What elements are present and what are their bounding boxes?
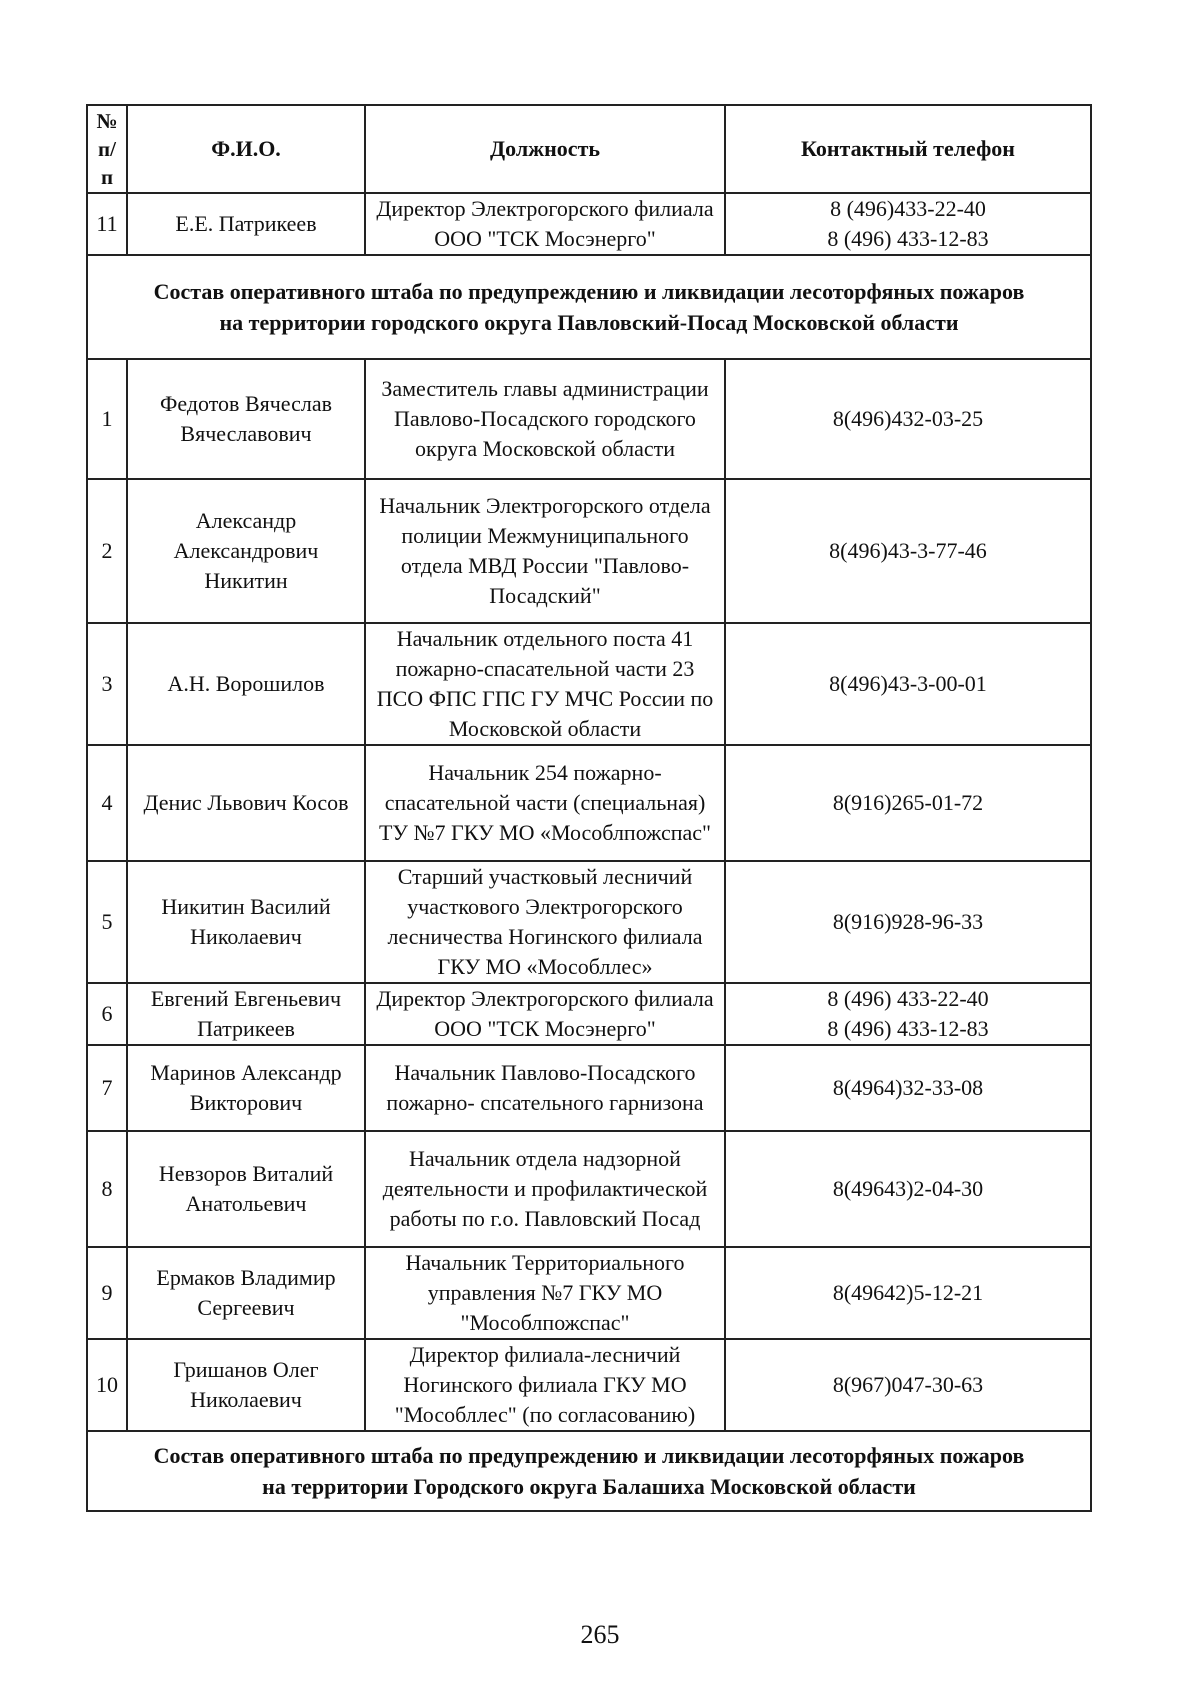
row-position-line: Начальник Павлово-Посадского bbox=[394, 1060, 696, 1085]
row-phone-line: 8 (496) 433-12-83 bbox=[827, 1016, 989, 1041]
header-number bbox=[87, 105, 127, 193]
row-position-line: Начальник отдела надзорной bbox=[409, 1146, 681, 1171]
table-row bbox=[87, 983, 1091, 1045]
row-position bbox=[365, 983, 725, 1045]
row-phone-line: 8(496)432-03-25 bbox=[832, 406, 984, 431]
row-position-line: полиции Межмуниципального bbox=[401, 523, 689, 548]
row-position-line: участкового Электрогорского bbox=[407, 894, 683, 919]
row-position-line: Посадский" bbox=[489, 583, 601, 608]
row-number: 9 bbox=[87, 1247, 127, 1339]
row-fio bbox=[127, 983, 365, 1045]
position-line: Директор Электрогорского филиала bbox=[376, 196, 714, 221]
row-position bbox=[365, 193, 725, 255]
row-position-line: управления №7 ГКУ МО bbox=[427, 1280, 663, 1305]
table-row bbox=[87, 193, 1091, 255]
row-number: 6 bbox=[87, 983, 127, 1045]
row-position-line: Старший участковый лесничий bbox=[397, 864, 693, 889]
row-position-line: Московской области bbox=[448, 716, 642, 741]
row-position bbox=[365, 745, 725, 861]
row-fio-line: Федотов Вячеслав bbox=[159, 391, 333, 416]
row-fio-line: Патрикеев bbox=[197, 1016, 295, 1041]
row-fio-line: Гришанов Олег bbox=[173, 1357, 319, 1382]
row-phone-line: 8(49642)5-12-21 bbox=[832, 1280, 984, 1305]
row-phone bbox=[725, 623, 1091, 745]
row-position bbox=[365, 861, 725, 983]
section-heading bbox=[87, 255, 1091, 359]
table-row bbox=[87, 359, 1091, 479]
header-phone: Контактный телефон bbox=[725, 105, 1091, 193]
row-phone bbox=[725, 193, 1091, 255]
row-position-line: "Мособлпожспас" bbox=[460, 1310, 630, 1335]
row-position-line: работы по г.о. Павловский Посад bbox=[389, 1206, 701, 1231]
row-number: 5 bbox=[87, 861, 127, 983]
row-position-line: Директор филиала-лесничий bbox=[409, 1342, 681, 1367]
row-phone bbox=[725, 983, 1091, 1045]
row-phone bbox=[725, 479, 1091, 623]
section-heading bbox=[87, 1431, 1091, 1511]
row-phone bbox=[725, 1339, 1091, 1431]
row-fio-line: Ермаков Владимир bbox=[156, 1265, 336, 1290]
row-position-line: Директор Электрогорского филиала bbox=[376, 986, 714, 1011]
row-number: 1 bbox=[87, 359, 127, 479]
row-fio-line: Николаевич bbox=[190, 924, 302, 949]
table-header-row bbox=[87, 105, 1091, 193]
row-position-line: Начальник отдельного поста 41 bbox=[396, 626, 694, 651]
row-position-line: лесничества Ногинского филиала bbox=[387, 924, 703, 949]
table-row bbox=[87, 1247, 1091, 1339]
table-row bbox=[87, 479, 1091, 623]
section-heading-line: Состав оперативного штаба по предупреждению и ликвидации лесоторфяных пожаров bbox=[153, 1443, 1025, 1468]
section-heading-line: на территории Городского округа Балашиха Московской области bbox=[262, 1474, 916, 1499]
row-fio-line: Никитин bbox=[204, 568, 288, 593]
row-fio-line: Сергеевич bbox=[197, 1295, 295, 1320]
row-fio-line: Невзоров Виталий bbox=[158, 1161, 334, 1186]
row-fio-line: Евгений Евгеньевич bbox=[150, 986, 342, 1011]
row-phone bbox=[725, 745, 1091, 861]
position-line: ООО "ТСК Мосэнерго" bbox=[434, 226, 656, 251]
row-position bbox=[365, 1339, 725, 1431]
page-number: 265 bbox=[580, 1620, 620, 1649]
table-row bbox=[87, 861, 1091, 983]
row-position-line: Павлово-Посадского городского bbox=[394, 406, 696, 431]
row-position-line: ТУ №7 ГКУ МО «Мособлпожспас" bbox=[378, 820, 711, 845]
table-row bbox=[87, 1131, 1091, 1247]
row-fio-line: Николаевич bbox=[190, 1387, 302, 1412]
row-phone-line: 8(4964)32-33-08 bbox=[832, 1075, 984, 1100]
staff-table-wrapper bbox=[86, 104, 1090, 1512]
row-fio-line: А.Н. Ворошилов bbox=[167, 671, 325, 696]
row-position-line: ПСО ФПС ГПС ГУ МЧС России по bbox=[376, 686, 714, 711]
row-fio-line: Никитин Василий bbox=[161, 894, 331, 919]
row-phone bbox=[725, 1045, 1091, 1131]
row-fio-line: Александрович bbox=[173, 538, 319, 563]
row-position bbox=[365, 1247, 725, 1339]
row-position-line: Начальник Электрогорского отдела bbox=[379, 493, 711, 518]
row-fio-line: Вячеславович bbox=[180, 421, 312, 446]
row-number: 11 bbox=[87, 193, 127, 255]
row-position-line: отдела МВД России "Павлово- bbox=[400, 553, 690, 578]
section-heading-line: Состав оперативного штаба по предупреждению и ликвидации лесоторфяных пожаров bbox=[153, 279, 1025, 304]
table-row bbox=[87, 623, 1091, 745]
row-fio bbox=[127, 479, 365, 623]
row-phone-line: 8(496)43-3-00-01 bbox=[829, 671, 987, 696]
row-position bbox=[365, 359, 725, 479]
table-row bbox=[87, 1045, 1091, 1131]
row-number: 7 bbox=[87, 1045, 127, 1131]
row-position-line: ГКУ МО «Мособллес» bbox=[437, 954, 653, 979]
row-phone bbox=[725, 359, 1091, 479]
header-number-line: п/ bbox=[98, 137, 116, 161]
row-phone bbox=[725, 1247, 1091, 1339]
row-position-line: пожарно-спасательной части 23 bbox=[395, 656, 695, 681]
row-position-line: Заместитель главы администрации bbox=[381, 376, 709, 401]
row-fio-line: Маринов Александр bbox=[150, 1060, 342, 1085]
staff-table bbox=[86, 104, 1092, 1512]
row-phone-line: 8(496)43-3-77-46 bbox=[829, 538, 987, 563]
row-position-line: ООО "ТСК Мосэнерго" bbox=[434, 1016, 656, 1041]
row-number: 4 bbox=[87, 745, 127, 861]
section-heading-line: на территории городского округа Павловский-Посад Московской области bbox=[219, 310, 959, 335]
row-fio bbox=[127, 359, 365, 479]
row-position-line: пожарно- спсательного гарнизона bbox=[386, 1090, 704, 1115]
header-number-line: п bbox=[100, 165, 114, 189]
row-position bbox=[365, 1045, 725, 1131]
table-row bbox=[87, 745, 1091, 861]
row-phone-line: 8 (496) 433-22-40 bbox=[827, 986, 989, 1011]
row-position bbox=[365, 479, 725, 623]
row-position-line: спасательной части (специальная) bbox=[384, 790, 706, 815]
row-fio-line: Викторович bbox=[189, 1090, 303, 1115]
row-position-line: "Мособллес" (по согласованию) bbox=[394, 1402, 696, 1427]
table-row bbox=[87, 1339, 1091, 1431]
row-fio bbox=[127, 1131, 365, 1247]
row-fio-line: Денис Львович Косов bbox=[143, 790, 349, 815]
row-fio bbox=[127, 745, 365, 861]
row-position-line: Ногинского филиала ГКУ МО bbox=[403, 1372, 687, 1397]
row-fio-line: Анатольевич bbox=[185, 1191, 307, 1216]
row-position bbox=[365, 1131, 725, 1247]
row-fio bbox=[127, 861, 365, 983]
row-position-line: Начальник 254 пожарно- bbox=[428, 760, 662, 785]
row-position bbox=[365, 623, 725, 745]
phone-line: 8 (496) 433-12-83 bbox=[827, 226, 989, 251]
row-number: 2 bbox=[87, 479, 127, 623]
section-heading-row bbox=[87, 1431, 1091, 1511]
row-fio bbox=[127, 1045, 365, 1131]
row-fio bbox=[127, 1339, 365, 1431]
row-position-line: округа Московской области bbox=[415, 436, 675, 461]
section-heading-row bbox=[87, 255, 1091, 359]
row-phone bbox=[725, 861, 1091, 983]
row-fio bbox=[127, 1247, 365, 1339]
row-phone-line: 8(967)047-30-63 bbox=[832, 1372, 984, 1397]
row-phone-line: 8(916)928-96-33 bbox=[832, 909, 984, 934]
header-fio: Ф.И.О. bbox=[127, 105, 365, 193]
row-number: 3 bbox=[87, 623, 127, 745]
header-number-line: № bbox=[96, 109, 118, 133]
row-number: 10 bbox=[87, 1339, 127, 1431]
row-phone bbox=[725, 1131, 1091, 1247]
row-position-line: Начальник Территориального bbox=[405, 1250, 685, 1275]
row-position-line: деятельности и профилактической bbox=[382, 1176, 708, 1201]
row-phone-line: 8(916)265-01-72 bbox=[832, 790, 984, 815]
row-fio bbox=[127, 623, 365, 745]
row-fio: Е.Е. Патрикеев bbox=[127, 193, 365, 255]
row-fio-line: Александр bbox=[195, 508, 297, 533]
row-phone-line: 8(49643)2-04-30 bbox=[832, 1176, 984, 1201]
row-number: 8 bbox=[87, 1131, 127, 1247]
header-position: Должность bbox=[365, 105, 725, 193]
phone-line: 8 (496)433-22-40 bbox=[830, 196, 986, 221]
